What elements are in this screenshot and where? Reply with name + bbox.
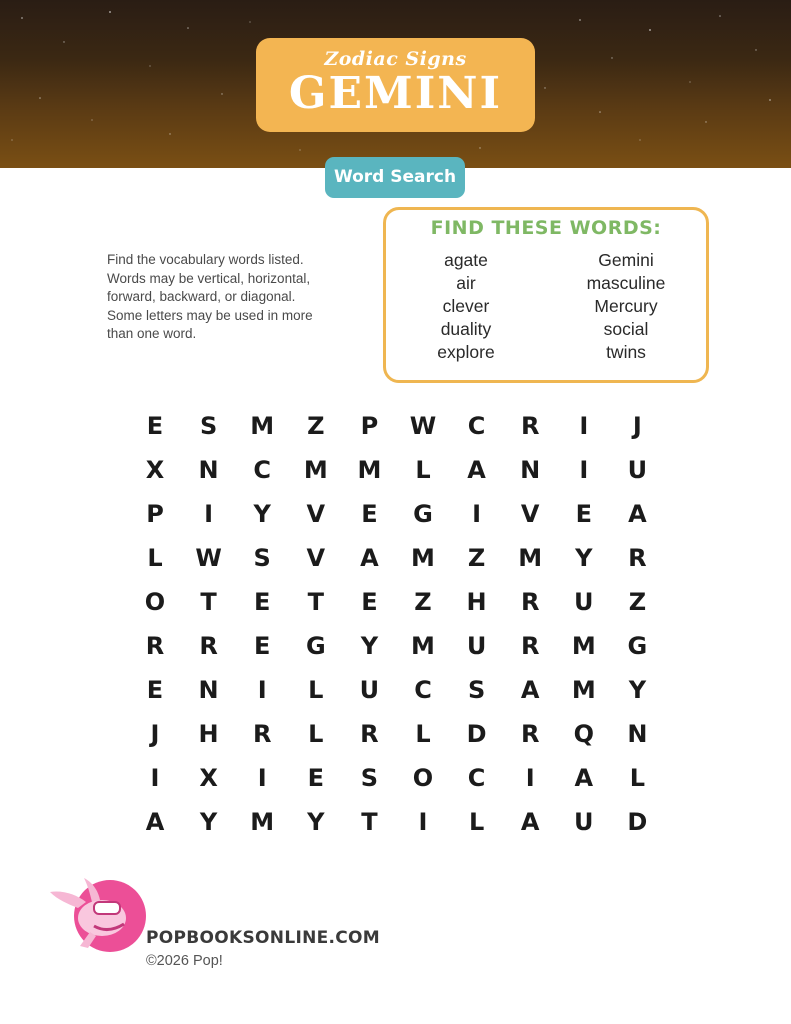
grid-letter[interactable]: Q — [573, 720, 594, 748]
grid-letter[interactable]: Y — [199, 808, 218, 836]
word-left-1: air — [456, 273, 476, 293]
grid-letter[interactable]: I — [579, 456, 589, 484]
grid-letter[interactable]: H — [466, 588, 487, 616]
grid-letter[interactable]: A — [628, 500, 647, 528]
word-right-3: social — [603, 319, 649, 339]
grid-letter[interactable]: E — [361, 588, 378, 616]
grid-letter[interactable]: V — [520, 500, 540, 528]
grid-letter[interactable]: L — [415, 720, 431, 748]
word-right-1: masculine — [586, 273, 666, 293]
grid-letter[interactable]: Y — [307, 808, 325, 836]
page-title: GEMINI — [288, 68, 503, 119]
grid-letter[interactable]: A — [520, 808, 540, 836]
grid-letter[interactable]: N — [198, 456, 219, 484]
word-list-box — [383, 207, 709, 383]
grid-letter[interactable]: W — [195, 544, 222, 572]
grid-letter[interactable]: S — [199, 412, 218, 440]
grid-letter[interactable]: R — [520, 720, 540, 748]
word-right-0: Gemini — [598, 250, 654, 270]
grid-letter[interactable]: R — [520, 412, 540, 440]
grid-letter[interactable]: E — [575, 500, 592, 528]
grid-letter[interactable]: V — [306, 500, 326, 528]
grid-letter[interactable]: U — [466, 632, 487, 660]
grid-letter[interactable]: L — [308, 676, 324, 704]
grid-letter[interactable]: M — [571, 632, 596, 660]
grid-letter[interactable]: G — [305, 632, 326, 660]
grid-letter[interactable]: U — [574, 808, 594, 836]
grid-letter[interactable]: I — [150, 764, 160, 792]
grid-letter[interactable]: N — [627, 720, 648, 748]
grid-letter[interactable]: Y — [575, 544, 593, 572]
instructions-text: Find the vocabulary words listed. Words may be vertical, horizontal, forward, backward, or diagonal. Some letters may be used in more than one word. — [107, 252, 313, 341]
grid-letter[interactable]: S — [467, 676, 486, 704]
grid-letter[interactable]: E — [307, 764, 324, 792]
grid-letter[interactable]: J — [150, 720, 160, 748]
grid-letter[interactable]: R — [252, 720, 272, 748]
grid-letter[interactable]: Y — [628, 676, 647, 704]
grid-letter[interactable]: L — [468, 808, 485, 836]
grid-letter[interactable]: Z — [628, 588, 647, 616]
grid-letter[interactable]: M — [518, 544, 543, 572]
grid-letter[interactable]: Y — [360, 632, 379, 660]
grid-letter[interactable]: R — [628, 544, 647, 572]
word-right-2: Mercury — [594, 296, 658, 316]
grid-letter[interactable]: M — [357, 456, 382, 484]
grid-letter[interactable]: R — [520, 588, 540, 616]
grid-letter[interactable]: I — [257, 764, 267, 792]
grid-letter[interactable]: S — [253, 544, 271, 572]
grid-letter[interactable]: J — [632, 412, 642, 440]
grid-letter[interactable]: T — [361, 808, 378, 836]
grid-letter[interactable]: E — [361, 500, 378, 528]
word-left-3: duality — [440, 319, 492, 339]
title-box — [256, 38, 535, 132]
grid-letter[interactable]: L — [629, 764, 646, 792]
grid-letter[interactable]: C — [253, 456, 271, 484]
word-left-0: agate — [444, 250, 488, 270]
grid-letter[interactable]: T — [307, 588, 324, 616]
grid-letter[interactable]: L — [308, 720, 324, 748]
grid-letter[interactable]: E — [146, 676, 164, 704]
grid-letter[interactable]: I — [257, 676, 267, 704]
grid-letter[interactable]: U — [359, 676, 380, 704]
grid-letter[interactable]: C — [467, 412, 486, 440]
grid-letter[interactable]: M — [303, 456, 328, 484]
grid-letter[interactable]: M — [571, 676, 596, 704]
grid-letter[interactable]: I — [579, 412, 589, 440]
grid-letter[interactable]: P — [360, 412, 379, 440]
word-left-2: clever — [442, 296, 490, 316]
kangaroo-logo-icon — [44, 874, 148, 956]
grid-letter[interactable]: T — [200, 588, 217, 616]
grid-letter[interactable]: A — [520, 676, 540, 704]
word-list-title: FIND THESE WORDS: — [430, 217, 662, 239]
grid-letter[interactable]: X — [145, 456, 165, 484]
grid-letter[interactable]: I — [525, 764, 535, 792]
grid-letter[interactable]: W — [409, 412, 437, 440]
grid-letter[interactable]: U — [574, 588, 594, 616]
grid-letter[interactable]: L — [147, 544, 163, 572]
word-right-4: twins — [606, 342, 646, 362]
grid-letter[interactable]: C — [467, 764, 486, 792]
grid-letter[interactable]: M — [250, 412, 275, 440]
grid-letter[interactable]: Y — [253, 500, 271, 528]
grid-letter[interactable]: I — [204, 500, 214, 528]
grid-letter[interactable]: A — [467, 456, 486, 484]
title-kicker: Zodiac Signs — [324, 48, 467, 70]
grid-letter[interactable]: X — [199, 764, 218, 792]
grid-letter[interactable]: G — [413, 500, 433, 528]
grid-letter[interactable]: E — [253, 632, 271, 660]
grid-letter[interactable]: A — [574, 764, 594, 792]
grid-letter[interactable]: R — [199, 632, 218, 660]
grid-letter[interactable]: N — [520, 456, 541, 484]
grid-letter[interactable]: M — [411, 632, 435, 660]
grid-letter[interactable]: E — [253, 588, 271, 616]
grid-letter[interactable]: R — [520, 632, 540, 660]
grid-letter[interactable]: L — [415, 456, 431, 484]
word-left-4: explore — [437, 342, 495, 362]
grid-letter[interactable]: D — [466, 720, 487, 748]
grid-letter[interactable]: G — [627, 632, 648, 660]
grid-letter[interactable]: A — [360, 544, 379, 572]
grid-letter[interactable]: R — [145, 632, 165, 660]
grid-letter[interactable]: O — [144, 588, 166, 616]
grid-letter[interactable]: Z — [307, 412, 325, 440]
grid-letter[interactable]: M — [411, 544, 435, 572]
grid-letter[interactable]: P — [146, 500, 164, 528]
grid-letter[interactable]: M — [250, 808, 275, 836]
grid-letter[interactable]: I — [418, 808, 428, 836]
grid-letter[interactable]: Z — [467, 544, 486, 572]
grid-letter[interactable]: C — [414, 676, 432, 704]
grid-letter[interactable]: D — [627, 808, 648, 836]
grid-letter[interactable]: R — [360, 720, 379, 748]
grid-letter[interactable]: H — [198, 720, 219, 748]
grid-letter[interactable]: S — [360, 764, 379, 792]
grid-letter[interactable]: O — [412, 764, 434, 792]
grid-letter[interactable]: V — [306, 544, 326, 572]
grid-letter[interactable]: E — [146, 412, 164, 440]
site-url[interactable]: POPBOOKSONLINE.COM — [146, 928, 381, 948]
grid-letter[interactable]: N — [198, 676, 219, 704]
grid-letter[interactable]: A — [145, 808, 165, 836]
copyright-text: ©2026 Pop! — [146, 953, 223, 969]
grid-letter[interactable]: Z — [414, 588, 432, 616]
word-search-badge: Word Search — [325, 157, 465, 198]
grid-letter[interactable]: I — [472, 500, 482, 528]
grid-letter[interactable]: U — [627, 456, 648, 484]
